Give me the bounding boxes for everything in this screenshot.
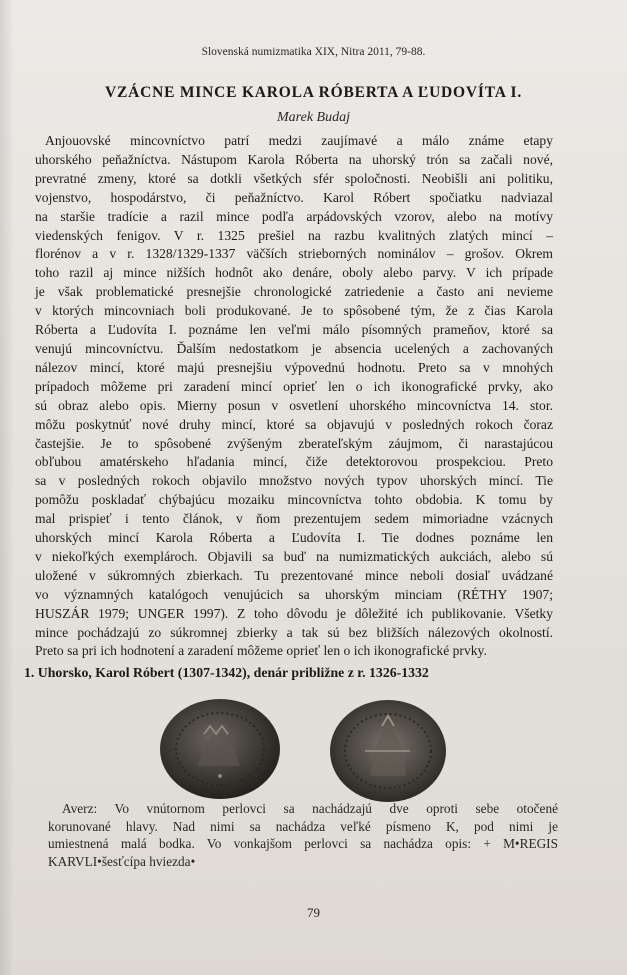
body-line: je však problematické presnejšie chronologické zatriedenie a často ani nevieme	[35, 284, 553, 300]
body-line: pomôžu poskladať chýbajúcu mozaiku mincovníctva tohto obdobia. K tomu by	[35, 492, 553, 508]
body-line: nálezov mincí, ktoré majú presnejšiu výpovednú hodnotu. Preto sa v mnohých	[35, 359, 553, 375]
body-line: uložené v súkromných zbierkach. Tu prezentované mince neboli dosiaľ uvádzané	[35, 567, 553, 583]
page-gutter-shadow	[0, 0, 14, 975]
body-line: toho razil aj mince nižších hodnôt ako denáre, oboly alebo parvy. V ich prípade	[35, 265, 553, 281]
body-line: florénov a v r. 1328/1329-1337 väčších strieborných nominálov – grošov. Okrem	[35, 246, 553, 262]
article-title: VZÁCNE MINCE KAROLA RÓBERTA A ĽUDOVÍTA I.	[104, 84, 523, 101]
body-line: môžu poskytnúť nové druhy mincí, ktoré sa objavujú v posledných rokoch čoraz	[35, 416, 553, 432]
body-text	[35, 132, 553, 661]
body-line: častejšie. Je to spôsobené zvýšeným zberateľským záujmom, či narastajúcou	[35, 435, 553, 451]
caption-line: umiestnená malá bodka. Vo vonkajšom perlovci sa nachádza opis: + M•REGIS	[48, 836, 558, 851]
coin-obverse-image	[160, 699, 280, 799]
body-line: HUSZÁR 1979; UNGER 1997). Z toho dôvodu je dôležité ich publikovanie. Všetky	[35, 605, 553, 621]
body-line: v ktorých mincovniach boli produkované. Je to spôsobené tým, že z čias Karola	[35, 303, 553, 319]
caption-line: Averz: Vo vnútornom perlovci sa nachádzajú dve oproti sebe otočené	[62, 801, 558, 816]
body-line: na staršie tradície a razil mince podľa arpádovských vzorov, alebo na motívy	[35, 208, 553, 224]
body-line: vojenstvo, hospodárstvo, či peňažníctvo. Karol Róbert spočiatku nadviazal	[35, 189, 553, 205]
author-name: Marek Budaj	[277, 110, 350, 125]
coin-reverse-image	[330, 700, 446, 802]
body-line: uhorských mincí Karola Róberta a Ľudovíta I. Tie dodnes poznáme len	[35, 530, 553, 546]
body-line: sú obraz alebo opis. Mierny posun v osvetlení uhorského mincovníctva 14. stor.	[35, 397, 553, 413]
body-line: Anjouovské mincovníctvo patrí medzi zaujímavé a málo známe etapy	[45, 133, 553, 148]
body-line: vo významných katalógoch venujúcich sa uhorským minciam (RÉTHY 1907;	[35, 586, 553, 602]
body-line: Preto sa pri ich hodnotení a zaradení môžeme oprieť len o ich ikonografické prvky.	[35, 643, 487, 659]
body-line: sa v posledných rokoch objavilo množstvo nových typov uhorských mincí. Tie	[35, 473, 553, 489]
body-line: Róberta a Ľudovíta I. poznáme len veľmi málo písomných prameňov, ktoré sa	[35, 322, 553, 338]
running-header: Slovenská numizmatika XIX, Nitra 2011, 79-88.	[201, 46, 426, 58]
body-line: prípadoch môžeme pri zaradení mincí oprieť len o ich ikonografické prvky, ako	[35, 378, 553, 394]
body-line: venujú mincovníctvu. Ďalším nedostatkom je absencia ucelených a zachovaných	[35, 340, 553, 356]
body-line: obľubou amatérskeho hľadania mincí, čiže detektorovou prospekciou. Preto	[35, 454, 553, 470]
page-number: 79	[307, 905, 320, 920]
body-line: uhorského peňažníctva. Nástupom Karola Róberta na uhorský trón sa začali nové,	[35, 151, 553, 167]
coin-photographs	[160, 696, 450, 806]
body-line: prevratné zmeny, ktoré sa dotkli všetkých sfér spoločnosti. Neobišli ani politiku,	[35, 170, 553, 186]
body-line: v niekoľkých exemplároch. Objavili sa buď na numizmatických aukciách, alebo sú	[35, 548, 553, 564]
body-line: mal prispieť i tento článok, v ňom prezentujem sedem mimoriadne vzácnych	[35, 511, 553, 527]
body-line: viedenských fenigov. V r. 1325 prešiel na razbu kvalitných zlatých mincí –	[35, 227, 553, 243]
caption-line: korunované hlavy. Nad nimi sa nachádza veľké písmeno K, pod nimi je	[48, 818, 558, 834]
body-line: mince pochádzajú zo súkromnej zbierky a tak sú bez bližších nálezových okolností.	[35, 624, 553, 640]
coin-caption	[48, 800, 558, 870]
caption-line: KARVLI•šesťcípa hviezda•	[48, 853, 196, 869]
coin-section-heading: 1. Uhorsko, Karol Róbert (1307-1342), denár približne z r. 1326-1332	[24, 665, 429, 680]
